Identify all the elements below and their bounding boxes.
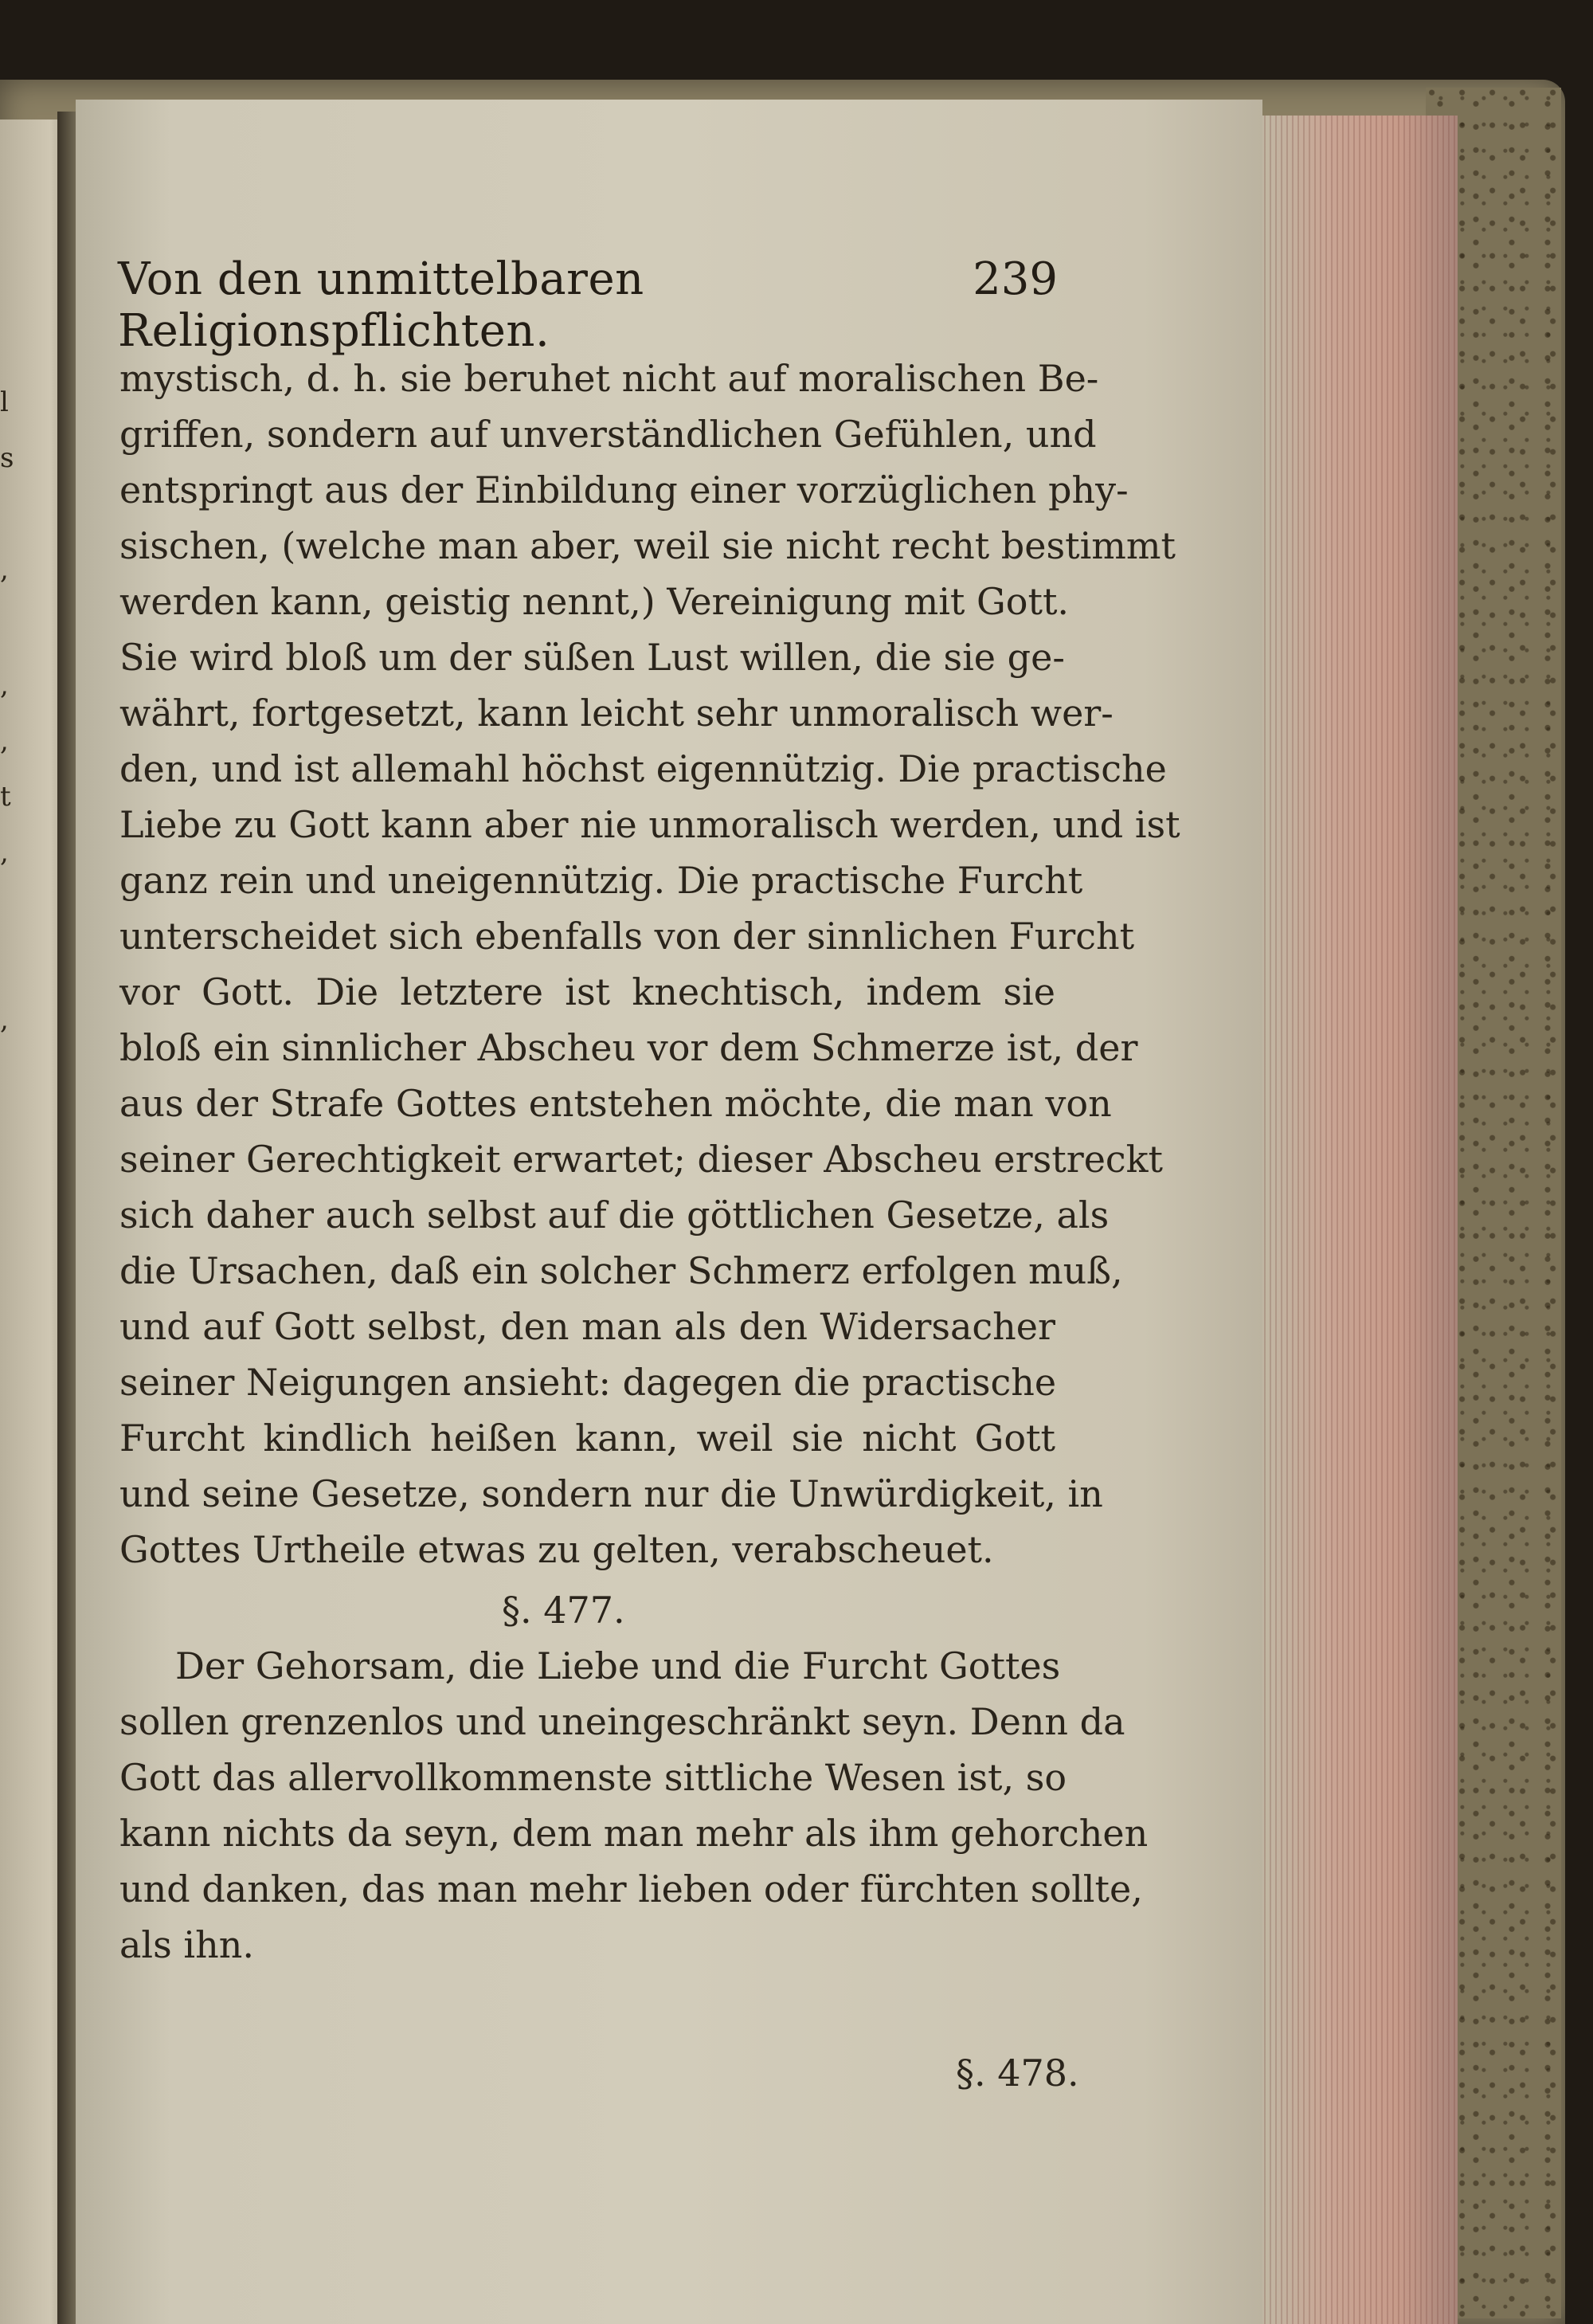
text-line: seiner Gerechtigkeit erwartet; dieser Abscheu erstreckt — [119, 1138, 1164, 1181]
text-line: entspringt aus der Einbildung einer vorzüglichen phy- — [119, 468, 1129, 511]
page-number: 239 — [973, 253, 1058, 305]
fragment: , — [0, 669, 9, 701]
text-line: Gott das allervollkommenste sittliche Wesen ist, so — [119, 1756, 1067, 1799]
running-head — [118, 253, 1058, 357]
text-line: und danken, das man mehr lieben oder fürchten sollte, — [119, 1867, 1143, 1911]
text-line: aus der Strafe Gottes entstehen möchte, die man von — [119, 1082, 1112, 1125]
fragment: , — [0, 837, 9, 868]
text-line: sich daher auch selbst auf die göttlichen Gesetze, als — [119, 1193, 1110, 1236]
fragment: s — [0, 442, 14, 474]
text-line: bloß ein sinnlicher Abscheu vor dem Schmerze ist, der — [119, 1026, 1138, 1069]
text-line: währt, fortgesetzt, kann leicht sehr unmoralisch wer- — [119, 692, 1114, 735]
section-heading: §. 477. — [502, 1589, 625, 1632]
text-line: und auf Gott selbst, den man als den Widersacher — [119, 1305, 1055, 1348]
text-line: Furcht kindlich heißen kann, weil sie nicht Gott — [119, 1417, 1055, 1460]
text-line: ganz rein und uneigennützig. Die practische Furcht — [119, 859, 1083, 902]
text-line: die Ursachen, daß ein solcher Schmerz erfolgen muß, — [119, 1249, 1123, 1292]
text-line: unterscheidet sich ebenfalls von der sinnlichen Furcht — [119, 915, 1135, 958]
text-line: griffen, sondern auf unverständlichen Gefühlen, und — [119, 413, 1097, 456]
text-line: sollen grenzenlos und uneingeschränkt seyn. Denn da — [119, 1700, 1125, 1743]
text-line: sischen, (welche man aber, weil sie nicht recht bestimmt — [119, 524, 1176, 567]
text-line: Liebe zu Gott kann aber nie unmoralisch werden, und ist — [119, 803, 1180, 846]
text-line: werden kann, geistig nennt,) Vereinigung mit Gott. — [119, 580, 1070, 623]
text-line: vor Gott. Die letztere ist knechtisch, indem sie — [119, 970, 1055, 1013]
text-line: den, und ist allemahl höchst eigennützig. Die practische — [119, 747, 1167, 790]
body-text — [119, 351, 1180, 1973]
text-line: Gottes Urtheile etwas zu gelten, verabscheuet. — [119, 1528, 994, 1571]
fragment: , — [0, 725, 9, 757]
text-line: Sie wird bloß um der süßen Lust willen, die sie ge- — [119, 636, 1065, 679]
text-line: Der Gehorsam, die Liebe und die Furcht Gottes — [175, 1644, 1061, 1687]
fragment: , — [0, 554, 9, 586]
fragment: l — [0, 386, 9, 418]
text-line: als ihn. — [119, 1923, 254, 1966]
page-block-edges — [1258, 116, 1458, 2324]
text-line: kann nichts da seyn, dem man mehr als ihm gehorchen — [119, 1812, 1149, 1855]
running-title: Von den unmittelbaren Religionspflichten. — [118, 253, 644, 357]
catchword: §. 478. — [956, 2052, 1079, 2095]
fragment: t — [0, 781, 11, 813]
text-line: seiner Neigungen ansieht: dagegen die practische — [119, 1361, 1057, 1404]
fragment: , — [0, 1004, 9, 1036]
text-line: und seine Gesetze, sondern nur die Unwürdigkeit, in — [119, 1472, 1103, 1515]
text-line: mystisch, d. h. sie beruhet nicht auf moralischen Be- — [119, 357, 1099, 400]
